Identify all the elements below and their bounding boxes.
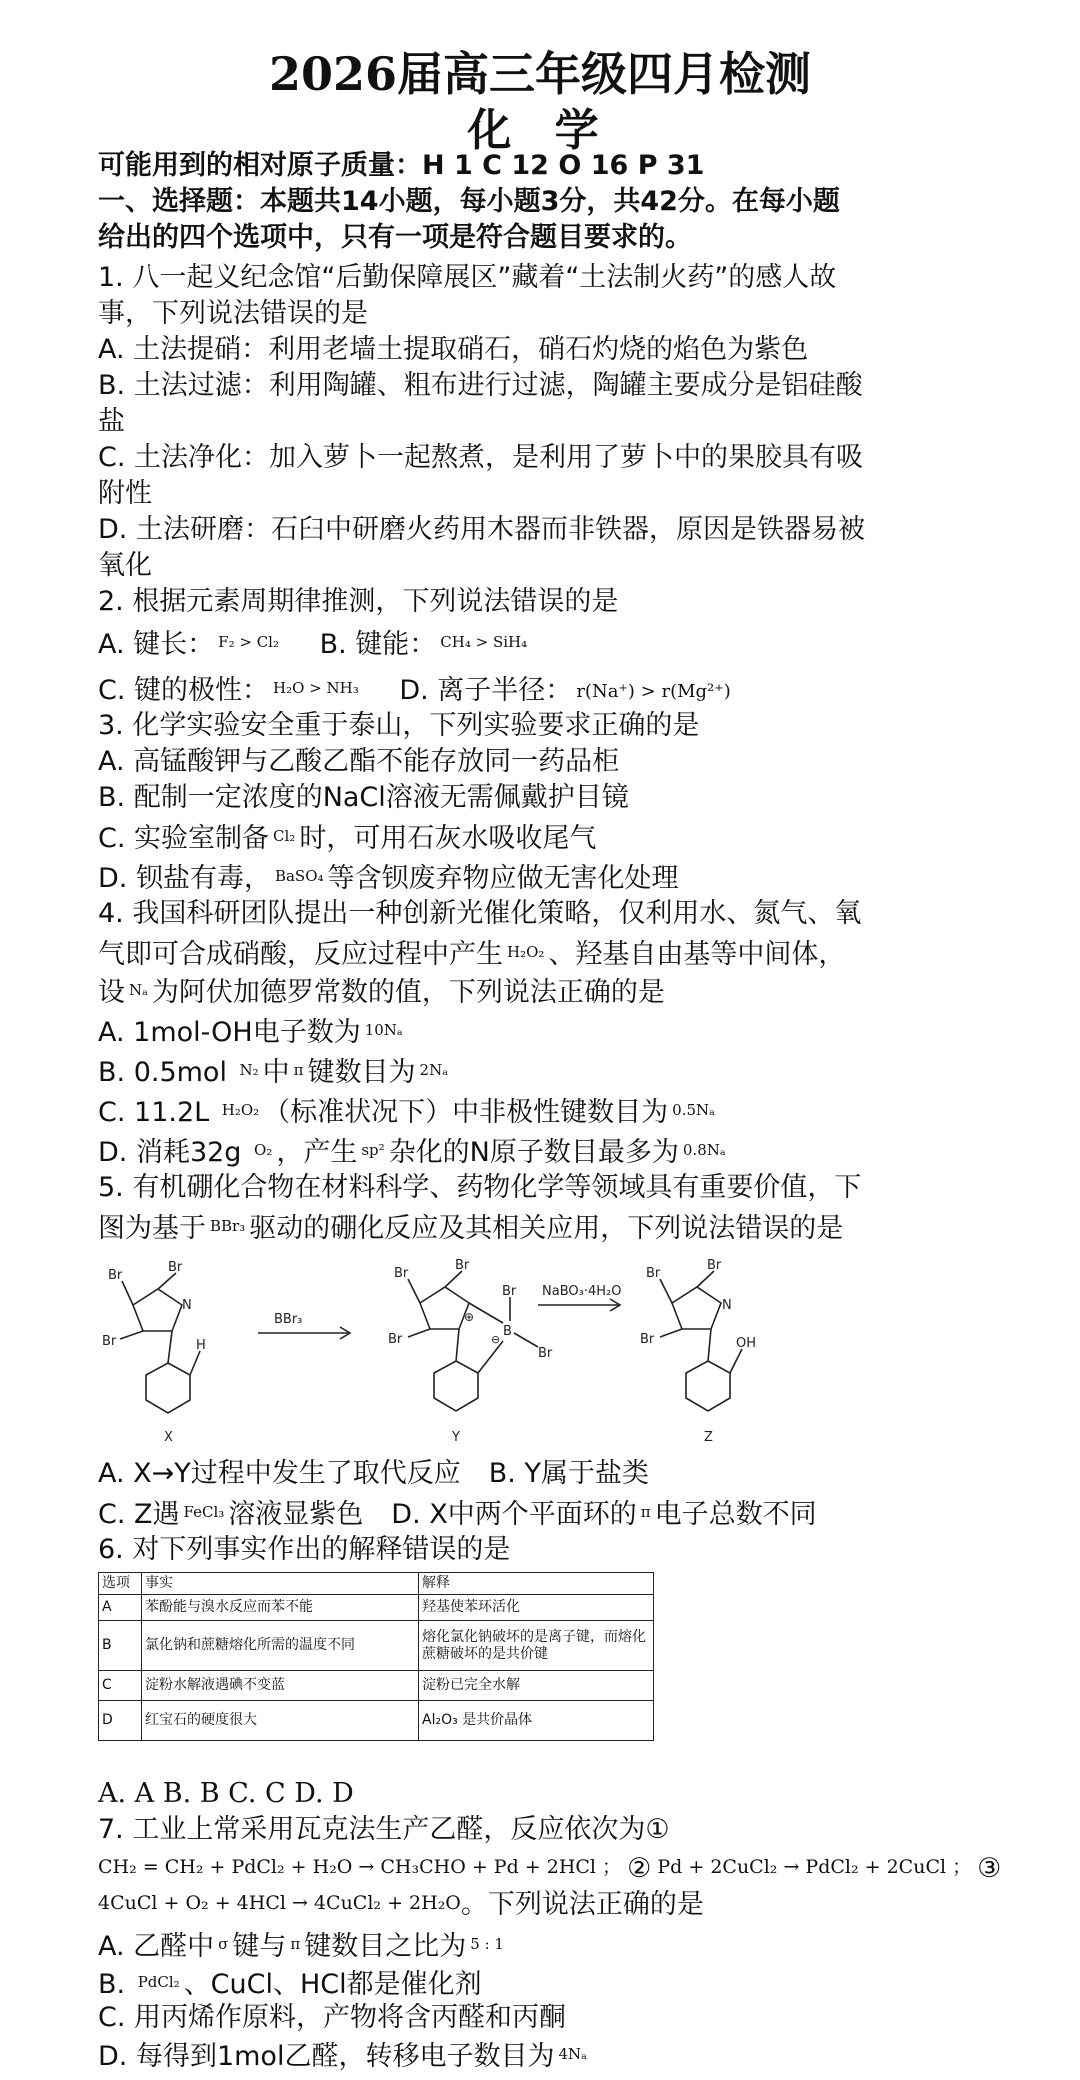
q7-option-b-text: B.: [98, 1969, 134, 2000]
z-br-2: Br: [707, 1258, 722, 1273]
q4-stem-3-formula: Nₐ: [129, 981, 148, 999]
q4-option-d-text: D. 消耗32g: [98, 1137, 251, 1168]
q4-option-c-text: C. 11.2L: [98, 1097, 218, 1128]
q3-option-d-text-2: 等含钡废弃物应做无害化处理: [327, 863, 679, 894]
q5-options-cd: [98, 1494, 978, 1533]
q4-option-a-formula: 10Nₐ: [364, 1021, 403, 1039]
q6-table: [98, 1572, 654, 1741]
q3-option-c-text: C. 实验室制备: [98, 823, 270, 854]
q5-option-c-text-2: 溶液显紫色: [228, 1499, 364, 1530]
q1-stem-2: 事，下列说法错误的是: [98, 298, 368, 329]
q2-option-a-label: A. 键长：: [98, 629, 215, 660]
q4-stem-3-text-2: 为阿伏加德罗常数的值，下列说法正确的是: [151, 977, 665, 1008]
table-row: [99, 1595, 654, 1621]
q4-stem-2-formula: H₂O₂: [507, 943, 545, 961]
q4-stem-2: [98, 934, 978, 973]
q1-option-d: D. 土法研磨：石臼中研磨火药用木器而非铁器，原因是铁器易被: [98, 514, 865, 545]
table-cell: Al₂O₃ 是共价晶体: [419, 1701, 654, 1741]
table-header-cell: 解释: [419, 1573, 654, 1595]
x-br-1: Br: [108, 1268, 123, 1283]
q4-option-c-formula-2: 0.5Nₐ: [672, 1101, 715, 1119]
q5-option-c-text: C. Z遇: [98, 1499, 180, 1530]
q7-option-d-text: D. 每得到1mol乙醛，转移电子数目为: [98, 2041, 555, 2072]
q7-option-c: C. 用丙烯作原料，产物将含丙醛和丙酮: [98, 2002, 567, 2033]
q7-stem: 7. 工业上常采用瓦克法生产乙醛，反应依次为①: [98, 1814, 670, 1845]
z-br-3: Br: [640, 1332, 655, 1347]
y-plus-charge: ⊕: [464, 1310, 475, 1324]
q3-stem: 3. 化学实验安全重于泰山，下列实验要求正确的是: [98, 710, 700, 741]
reaction-scheme: [98, 1245, 858, 1450]
q7-equations-line-1: [98, 1852, 1001, 1884]
q4-option-c-formula-1: H₂O₂: [221, 1101, 260, 1119]
q2-options-ab: [98, 624, 978, 663]
q2-option-c-label: C. 键的极性：: [98, 675, 270, 706]
table-cell: C: [99, 1671, 142, 1701]
q6-stem: 6. 对下列事实作出的解释错误的是: [98, 1534, 511, 1565]
y-br-b-2: Br: [538, 1346, 553, 1361]
x-h-label: H: [196, 1338, 206, 1353]
q5-option-d-formula: π: [640, 1503, 651, 1521]
q7-option-a-text: A. 乙醛中: [98, 1931, 215, 1962]
y-b-label: B: [503, 1324, 512, 1339]
q4-stem-1: 4. 我国科研团队提出一种创新光催化策略，仅利用水、氮气、氧: [98, 898, 862, 929]
reagent-2: NaBO₃·4H₂O: [542, 1284, 622, 1299]
table-cell: 羟基使苯环活化: [419, 1595, 654, 1621]
q7-option-a-formula-1: σ: [218, 1935, 229, 1953]
table-row: [99, 1621, 654, 1671]
x-pyrazole-ring: [133, 1289, 182, 1331]
q2-option-b-label: B. 键能：: [319, 629, 437, 660]
subject-title: 化 学: [467, 105, 613, 156]
table-cell: 熔化氯化钠破坏的是离子键，而熔化蔗糖破坏的是共价键: [419, 1621, 654, 1671]
q5-option-c-formula: FeCl₃: [183, 1503, 225, 1521]
q1-option-c-cont: 附性: [98, 478, 152, 509]
q7-option-a-formula-3: 5 : 1: [470, 1935, 504, 1953]
q5-stem-2-text: 图为基于: [98, 1213, 206, 1244]
q2-option-c-formula: H₂O > NH₃: [273, 679, 359, 697]
q2-stem: 2. 根据元素周期律推测，下列说法错误的是: [98, 586, 619, 617]
q7-option-b-text-2: 、CuCl、HCl都是催化剂: [183, 1969, 482, 2000]
z-benzene-ring: [686, 1361, 730, 1411]
q4-option-d-text-3: 杂化的N原子数目最多为: [388, 1137, 679, 1168]
q4-option-b-text-2: 中: [262, 1057, 290, 1088]
q5-stem-2: [98, 1208, 978, 1247]
q5-option-d-text-2: 电子总数不同: [654, 1499, 817, 1530]
q4-option-a: [98, 1012, 978, 1051]
table-cell: 氯化钠和蔗糖熔化所需的温度不同: [142, 1621, 419, 1671]
x-br-2: Br: [168, 1260, 183, 1275]
q2-option-d-label: D. 离子半径：: [399, 675, 573, 706]
q4-stem-3: [98, 972, 978, 1011]
q1-stem-1: 1. 八一起义纪念馆“后勤保障展区”藏着“土法制火药”的感人故: [98, 262, 837, 293]
q4-option-d-formula-3: 0.8Nₐ: [682, 1141, 726, 1159]
q4-option-b-formula-2: π: [293, 1061, 304, 1079]
table-row: [99, 1671, 654, 1701]
q3-option-c: [98, 818, 978, 857]
q3-option-d-formula: BaSO₄: [274, 867, 324, 885]
label-z: Z: [704, 1430, 713, 1445]
z-br-1: Br: [646, 1266, 661, 1281]
q7-stem-2: 。下列说法正确的是: [460, 1889, 704, 1920]
q4-option-d-formula-2: sp²: [361, 1141, 385, 1159]
q7-equation-1: CH₂ = CH₂ + PdCl₂ + H₂O → CH₃CHO + Pd + 2HCl ；: [98, 1856, 622, 1878]
q1-option-d-cont: 氧化: [98, 550, 152, 581]
y-pyrazole-ring: [420, 1287, 469, 1329]
y-br-2: Br: [455, 1258, 470, 1273]
q4-option-a-text: A. 1mol-OH电子数为: [98, 1017, 361, 1048]
x-br-3: Br: [102, 1334, 117, 1349]
q7-number-2: ②: [627, 1853, 652, 1884]
q4-option-b-text-3: 键数目为: [307, 1057, 416, 1088]
q4-option-b-formula-3: 2Nₐ: [419, 1061, 448, 1079]
q4-option-b-formula-1: N₂: [239, 1061, 259, 1079]
q5-stem-2-formula: BBr₃: [210, 1217, 246, 1235]
q1-option-a: A. 土法提硝：利用老墙土提取硝石，硝石灼烧的焰色为紫色: [98, 334, 809, 365]
y-minus-charge: ⊖: [491, 1333, 501, 1346]
q5-stem-2-text-2: 驱动的硼化反应及其相关应用，下列说法错误的是: [249, 1213, 844, 1244]
table-cell: 淀粉水解液遇碘不变蓝: [142, 1671, 419, 1701]
q1-option-b: B. 土法过滤：利用陶罐、粗布进行过滤，陶罐主要成分是铝硅酸: [98, 370, 863, 401]
q4-option-c-text-2: （标准状况下）中非极性键数目为: [263, 1097, 669, 1128]
q3-option-c-formula: Cl₂: [273, 827, 296, 845]
q7-option-d-formula: 4Nₐ: [558, 2045, 587, 2063]
q4-option-b-text: B. 0.5mol: [98, 1057, 236, 1088]
q4-option-d-formula-1: O₂: [254, 1141, 273, 1159]
q3-option-d: [98, 858, 978, 897]
table-header-cell: 事实: [142, 1573, 419, 1595]
label-x: X: [164, 1430, 173, 1445]
z-n-label: N: [722, 1298, 732, 1313]
q3-option-d-text: D. 钡盐有毒，: [98, 863, 271, 894]
q5-option-d-text: D. X中两个平面环的: [391, 1499, 637, 1530]
q7-option-a-text-2: 键与: [232, 1931, 287, 1962]
q5-option-b: B. Y属于盐类: [488, 1458, 649, 1489]
table-cell: A: [99, 1595, 142, 1621]
reagent-1: BBr₃: [274, 1312, 303, 1327]
z-pyrazole-ring: [672, 1287, 721, 1329]
table-cell: 淀粉已完全水解: [419, 1671, 654, 1701]
q3-option-a: A. 高锰酸钾与乙酸乙酯不能存放同一药品柜: [98, 746, 620, 777]
q7-equation-2: Pd + 2CuCl₂ → PdCl₂ + 2CuCl ；: [657, 1856, 972, 1878]
table-cell: B: [99, 1621, 142, 1671]
table-cell: 红宝石的硬度很大: [142, 1701, 419, 1741]
q5-stem-1: 5. 有机硼化合物在材料科学、药物化学等领域具有重要价值，下: [98, 1172, 862, 1203]
q4-stem-2-text: 气即可合成硝酸，反应过程中产生: [98, 939, 503, 970]
y-benzene-ring: [434, 1361, 478, 1411]
q2-option-d-formula: r(Na⁺) > r(Mg²⁺): [576, 681, 731, 702]
label-y: Y: [452, 1430, 460, 1445]
section-instruction-1: 一、选择题：本题共14小题，每小题3分，共42分。在每小题: [98, 186, 840, 217]
exam-title: 2026届高三年级四月检测: [268, 47, 812, 101]
q3-option-b: B. 配制一定浓度的NaCl溶液无需佩戴护目镜: [98, 782, 629, 813]
q7-option-b: [98, 1964, 978, 2003]
table-row: [99, 1701, 654, 1741]
q2-option-b-formula: CH₄ > SiH₄: [440, 633, 528, 651]
atomic-masses: 可能用到的相对原子质量：H 1 C 12 O 16 P 31: [98, 150, 705, 181]
q4-option-d-text-2: ，产生: [276, 1137, 358, 1168]
q7-equation-3: 4CuCl + O₂ + 4HCl → 4CuCl₂ + 2H₂O: [98, 1892, 461, 1914]
q2-option-a-formula: F₂ > Cl₂: [218, 633, 279, 651]
q7-option-a-formula-2: π: [290, 1935, 301, 1953]
q4-option-b: [98, 1052, 978, 1091]
q4-option-d: [98, 1132, 978, 1171]
q1-option-b-cont: 盐: [98, 406, 125, 437]
q4-stem-2-text-2: 、羟基自由基等中间体，: [548, 939, 846, 970]
q7-number-3: ③: [977, 1853, 1002, 1884]
table-cell: D: [99, 1701, 142, 1741]
q4-option-c: [98, 1092, 978, 1131]
y-br-b-1: Br: [502, 1284, 517, 1299]
q2-options-cd: [98, 670, 978, 710]
table-cell: 苯酚能与溴水反应而苯不能: [142, 1595, 419, 1621]
q7-equations-line-2: [98, 1888, 704, 1920]
q7-option-a: [98, 1926, 978, 1965]
x-benzene-ring: [146, 1363, 190, 1413]
q7-option-a-text-3: 键数目之比为: [304, 1931, 467, 1962]
q6-options: A. A B. B C. C D. D: [98, 1778, 354, 1809]
z-oh-label: OH: [736, 1336, 757, 1351]
q4-stem-3-text: 设: [98, 977, 125, 1008]
y-br-3: Br: [388, 1332, 403, 1347]
q7-option-d: [98, 2036, 978, 2075]
q5-option-a: A. X→Y过程中发生了取代反应: [98, 1458, 461, 1489]
section-instruction-2: 给出的四个选项中，只有一项是符合题目要求的。: [98, 222, 692, 253]
x-n-label: N: [182, 1298, 192, 1313]
q7-option-b-formula: PdCl₂: [137, 1973, 180, 1991]
q3-option-c-text-2: 时，可用石灰水吸收尾气: [299, 823, 597, 854]
q5-options-ab: [98, 1456, 978, 1492]
table-header-row: [99, 1573, 654, 1595]
q1-option-c: C. 土法净化：加入萝卜一起熬煮，是利用了萝卜中的果胶具有吸: [98, 442, 864, 473]
y-br-1: Br: [394, 1266, 409, 1281]
table-header-cell: 选项: [99, 1573, 142, 1595]
